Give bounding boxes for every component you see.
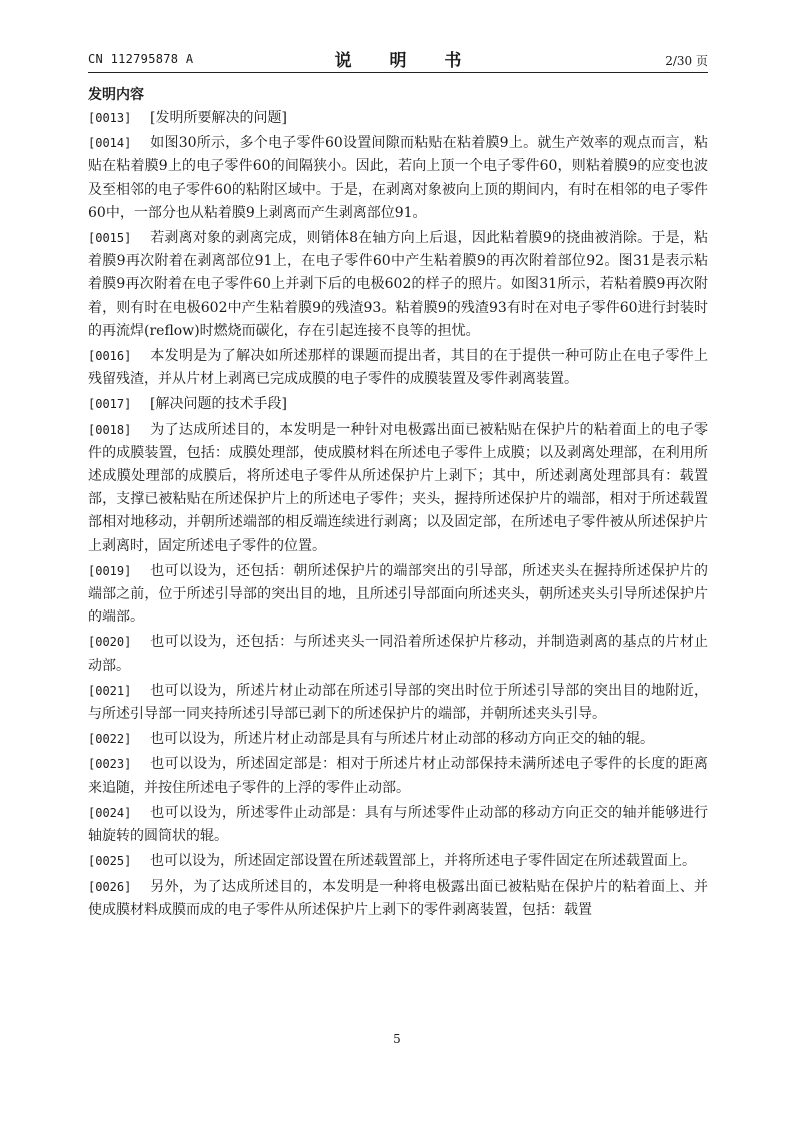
paragraph-number: [0018]: [88, 422, 132, 437]
document-type-title: 说 明 书: [334, 51, 478, 71]
paragraph-text: 也可以设为，还包括：朝所述保护片的端部突出的引导部，所述夹头在握持所述保护片的端部之前，位于所述引导部的突出目的地，且所述引导部面向所述夹头，朝所述夹头引导所述保护片的端部。: [88, 562, 708, 626]
paragraph: [88, 560, 708, 630]
paragraph: [88, 227, 708, 343]
paragraph-number: [0025]: [88, 854, 132, 869]
paragraph-number: [0023]: [88, 757, 132, 772]
patent-number: CN 112795878 A: [88, 52, 194, 66]
paragraph: [88, 345, 708, 391]
paragraph-text: 也可以设为，还包括：与所述夹头一同沿着所述保护片移动，并制造剥离的基点的片材止动部。: [88, 634, 708, 674]
page-count: 2/30 页: [665, 54, 708, 68]
document-body: [88, 107, 708, 924]
paragraph-text: 本发明是为了解决如所述那样的课题而提出者，其目的在于提供一种可防止在电子零件上残留残渣，并从片材上剥离已完成成膜的电子零件的成膜装置及零件剥离装置。: [88, 348, 708, 388]
paragraph: [88, 850, 708, 873]
paragraph: [88, 631, 708, 677]
paragraph-text: [解决问题的技术手段]: [150, 396, 287, 413]
paragraph-number: [0020]: [88, 635, 132, 650]
page-number: 5: [393, 1032, 401, 1046]
paragraph-number: [0014]: [88, 136, 132, 151]
paragraph: [88, 680, 708, 726]
paragraph-text: 也可以设为，所述固定部设置在所述载置部上，并将所述电子零件固定在所述载置面上。: [150, 853, 696, 870]
paragraph-number: [0015]: [88, 231, 132, 246]
paragraph-text: 为了达成所述目的，本发明是一种针对电极露出面已被粘贴在保护片的粘着面上的电子零件的成膜装置，包括：成膜处理部，使成膜材料在所述电子零件上成膜；以及剥离处理部，在利用所述成膜处理部的成膜后，将所述电子零件从所述保护片上剥下；其中，所述剥离处理部具有：载置部，支撑已被粘贴在所述保护片上的所述电子零件；夹头，握持所述保护片的端部，相对于所述载置部相对地移动，并朝所述端部的相反端连续进行剥离；以及固定部，在所述电子零件被从所述保护片上剥离时，固定所述电子零件的位置。: [88, 421, 708, 554]
section-title: 发明内容: [88, 87, 144, 103]
paragraph: [88, 393, 708, 416]
paragraph-number: [0019]: [88, 563, 132, 578]
paragraph: [88, 753, 708, 799]
paragraph-text: 若剥离对象的剥离完成，则销体8在轴方向上后退，因此粘着膜9的挠曲被消除。于是，粘着膜9再次附着在剥离部位91上，在电子零件60中产生粘着膜9的再次附着部位92。图31是表示粘着膜9再次附着在电子零件60上并剥下后的电极602的样子的照片。如图31所示，若粘着膜9再次附着，则有时在电极602中产生粘着膜9的残渣93。粘着膜9的残渣93有时在对电子零件60进行封装时的再流焊(reflow)时燃烧而碳化，存在引起连接不良等的担忧。: [88, 230, 708, 339]
paragraph: [88, 802, 708, 848]
paragraph-text: 也可以设为，所述片材止动部是具有与所述片材止动部的移动方向正交的轴的辊。: [150, 731, 654, 748]
paragraph: [88, 876, 708, 922]
paragraph-text: 也可以设为，所述固定部是：相对于所述片材止动部保持未满所述电子零件的长度的距离来追随，并按住所述电子零件的上浮的零件止动部。: [88, 756, 708, 796]
paragraph-text: 也可以设为，所述片材止动部在所述引导部的突出时位于所述引导部的突出目的地附近，与所述引导部一同夹持所述引导部已剥下的所述保护片的端部，并朝所述夹头引导。: [88, 682, 708, 723]
paragraph: [88, 419, 708, 558]
paragraph: [88, 728, 708, 751]
paragraph: [88, 132, 708, 225]
paragraph-text: 另外，为了达成所述目的，本发明是一种将电极露出面已被粘贴在保护片的粘着面上、并使成膜材料成膜而成的电子零件从所述保护片上剥下的零件剥离装置，包括：载置: [88, 878, 708, 918]
paragraph: [88, 107, 708, 130]
paragraph-text: [发明所要解决的问题]: [150, 110, 287, 126]
paragraph-number: [0026]: [88, 879, 132, 894]
paragraph-number: [0016]: [88, 349, 132, 364]
page-header: [88, 42, 708, 73]
paragraph-number: [0013]: [88, 111, 132, 125]
paragraph-number: [0022]: [88, 732, 132, 747]
paragraph-number: [0024]: [88, 805, 132, 820]
paragraph-number: [0017]: [88, 397, 132, 412]
paragraph-text: 也可以设为，所述零件止动部是：具有与所述零件止动部的移动方向正交的轴并能够进行轴旋转的圆筒状的辊。: [88, 804, 708, 845]
paragraph-number: [0021]: [88, 683, 132, 698]
paragraph-text: 如图30所示，多个电子零件60设置间隙而粘贴在粘着膜9上。就生产效率的观点而言，粘贴在粘着膜9上的电子零件60的间隔狭小。因此，若向上顶一个电子零件60，则粘着膜9的应变也波及至相邻的电子零件60的粘附区域中。于是，在剥离对象被向上顶的期间内，有时在相邻的电子零件60中，一部分也从粘着膜9上剥离而产生剥离部位91。: [88, 135, 708, 221]
